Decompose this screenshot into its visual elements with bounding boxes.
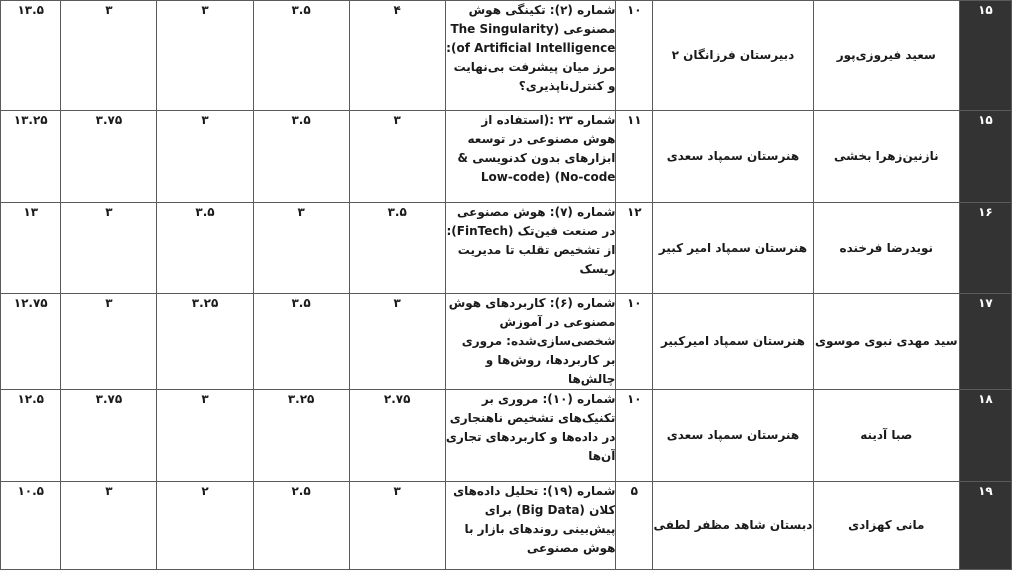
topic-cell: شماره (۱۰): مروری بر تکنیک‌های تشخیص ناهنجاری در داده‌ها و کاربردهای تجاری آن‌ها <box>445 390 616 482</box>
table-row <box>1 111 1012 203</box>
score-cell: ۳.۵ <box>349 203 445 294</box>
grade-cell: ۱۰ <box>616 294 653 390</box>
grade-cell: ۱۱ <box>616 111 653 203</box>
rank-cell: ۱۸ <box>959 390 1011 482</box>
score-cell: ۳ <box>61 1 157 111</box>
grade-cell: ۱۲ <box>616 203 653 294</box>
table-row <box>1 1 1012 111</box>
score-cell: ۳ <box>253 203 349 294</box>
total-score-cell: ۱۲.۷۵ <box>1 294 61 390</box>
student-name-cell: نازنین‌زهرا بخشی <box>813 111 959 203</box>
score-cell: ۳.۵ <box>253 1 349 111</box>
score-cell: ۳.۷۵ <box>61 111 157 203</box>
table-row <box>1 294 1012 390</box>
score-cell: ۳.۵ <box>253 111 349 203</box>
score-cell: ۳.۲۵ <box>253 390 349 482</box>
total-score-cell: ۱۰.۵ <box>1 482 61 570</box>
score-cell: ۳ <box>349 111 445 203</box>
school-cell: هنرستان سمپاد امیر کبیر <box>653 203 813 294</box>
grade-cell: ۵ <box>616 482 653 570</box>
score-cell: ۳ <box>61 482 157 570</box>
score-cell: ۲ <box>157 482 253 570</box>
score-cell: ۳ <box>157 111 253 203</box>
score-cell: ۲.۷۵ <box>349 390 445 482</box>
school-cell: دبیرستان فرزانگان ۲ <box>653 1 813 111</box>
topic-cell: شماره (۶): کاربردهای هوش مصنوعی در آموزش شخصی‌سازی‌شده: مروری بر کاربردها، روش‌ها و چالش‌ها <box>445 294 616 390</box>
rank-cell: ۱۵ <box>959 111 1011 203</box>
score-cell: ۳ <box>61 203 157 294</box>
score-cell: ۴ <box>349 1 445 111</box>
score-cell: ۲.۵ <box>253 482 349 570</box>
score-cell: ۳.۵ <box>253 294 349 390</box>
school-cell: دبستان شاهد مظفر لطفی <box>653 482 813 570</box>
rank-cell: ۱۵ <box>959 1 1011 111</box>
student-name-cell: نویدرضا فرخنده <box>813 203 959 294</box>
score-cell: ۳ <box>157 390 253 482</box>
topic-cell: شماره ۲۳ :(استفاده از هوش مصنوعی در توسعه ابزارهای بدون کدنویسی & No-code) (Low-code <box>445 111 616 203</box>
topic-cell: شماره (۱۹): تحلیل داده‌های کلان (Big Data) برای پیش‌بینی روندهای بازار با هوش مصنوعی <box>445 482 616 570</box>
topic-cell: شماره (۲): تکینگی هوش مصنوعی (The Singularity of Artificial Intelligence): مرز میان پیشرفت بی‌نهایت و کنترل‌ناپذیری؟ <box>445 1 616 111</box>
table-row <box>1 482 1012 570</box>
grade-cell: ۱۰ <box>616 1 653 111</box>
table-row <box>1 390 1012 482</box>
score-cell: ۳ <box>349 482 445 570</box>
total-score-cell: ۱۳ <box>1 203 61 294</box>
score-cell: ۳ <box>157 1 253 111</box>
score-cell: ۳.۷۵ <box>61 390 157 482</box>
total-score-cell: ۱۲.۵ <box>1 390 61 482</box>
score-cell: ۳ <box>61 294 157 390</box>
school-cell: هنرستان سمپاد سعدی <box>653 111 813 203</box>
student-name-cell: مانی کهزادی <box>813 482 959 570</box>
total-score-cell: ۱۳.۲۵ <box>1 111 61 203</box>
topic-cell: شماره (۷): هوش مصنوعی در صنعت فین‌تک (FinTech): از تشخیص تقلب تا مدیریت ریسک <box>445 203 616 294</box>
grade-cell: ۱۰ <box>616 390 653 482</box>
rank-cell: ۱۹ <box>959 482 1011 570</box>
total-score-cell: ۱۳.۵ <box>1 1 61 111</box>
student-name-cell: سعید فیروزی‌پور <box>813 1 959 111</box>
score-cell: ۳.۵ <box>157 203 253 294</box>
school-cell: هنرستان سمپاد امیرکبیر <box>653 294 813 390</box>
student-name-cell: سید مهدی نبوی موسوی <box>813 294 959 390</box>
school-cell: هنرستان سمپاد سعدی <box>653 390 813 482</box>
rank-cell: ۱۷ <box>959 294 1011 390</box>
student-name-cell: صبا آدینه <box>813 390 959 482</box>
score-cell: ۳ <box>349 294 445 390</box>
score-cell: ۳.۲۵ <box>157 294 253 390</box>
table-row <box>1 203 1012 294</box>
rank-cell: ۱۶ <box>959 203 1011 294</box>
